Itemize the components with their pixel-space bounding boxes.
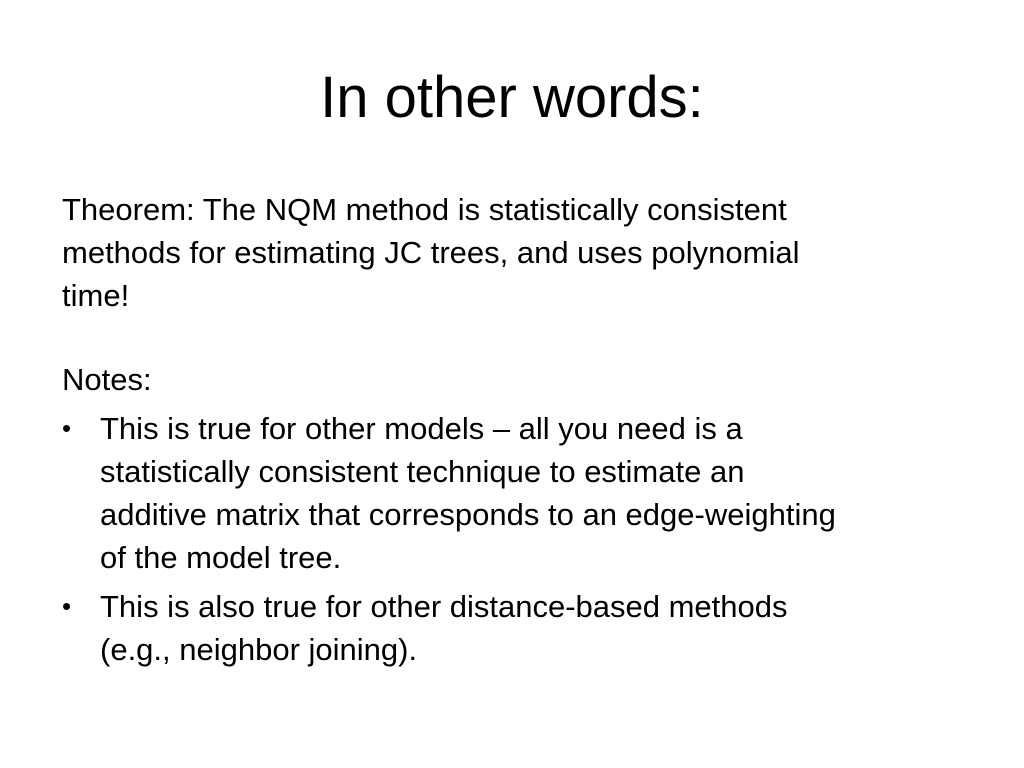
slide-body (62, 188, 962, 677)
notes-bullet-item (62, 585, 962, 671)
bullet-line: (e.g., neighbor joining). (100, 632, 418, 667)
theorem-line: Theorem: The NQM method is statistically consistent (62, 192, 787, 227)
theorem-line: methods for estimating JC trees, and uses polynomial (62, 235, 800, 270)
bullet-icon: • (62, 591, 72, 621)
slide-title: In other words: (320, 65, 704, 130)
notes-label: Notes: (62, 362, 152, 397)
bullet-line: of the model tree. (100, 540, 342, 575)
bullet-line: This is also true for other distance-based methods (100, 589, 788, 624)
theorem-paragraph (62, 188, 962, 317)
theorem-line: time! (62, 278, 130, 313)
bullet-line: additive matrix that corresponds to an edge-weighting (100, 497, 836, 532)
bullet-line: statistically consistent technique to estimate an (100, 454, 745, 489)
notes-bullet-item (62, 407, 962, 579)
notes-bullet-list (62, 407, 962, 671)
bullet-icon: • (62, 413, 72, 443)
bullet-line: This is true for other models – all you need is a (100, 411, 743, 446)
